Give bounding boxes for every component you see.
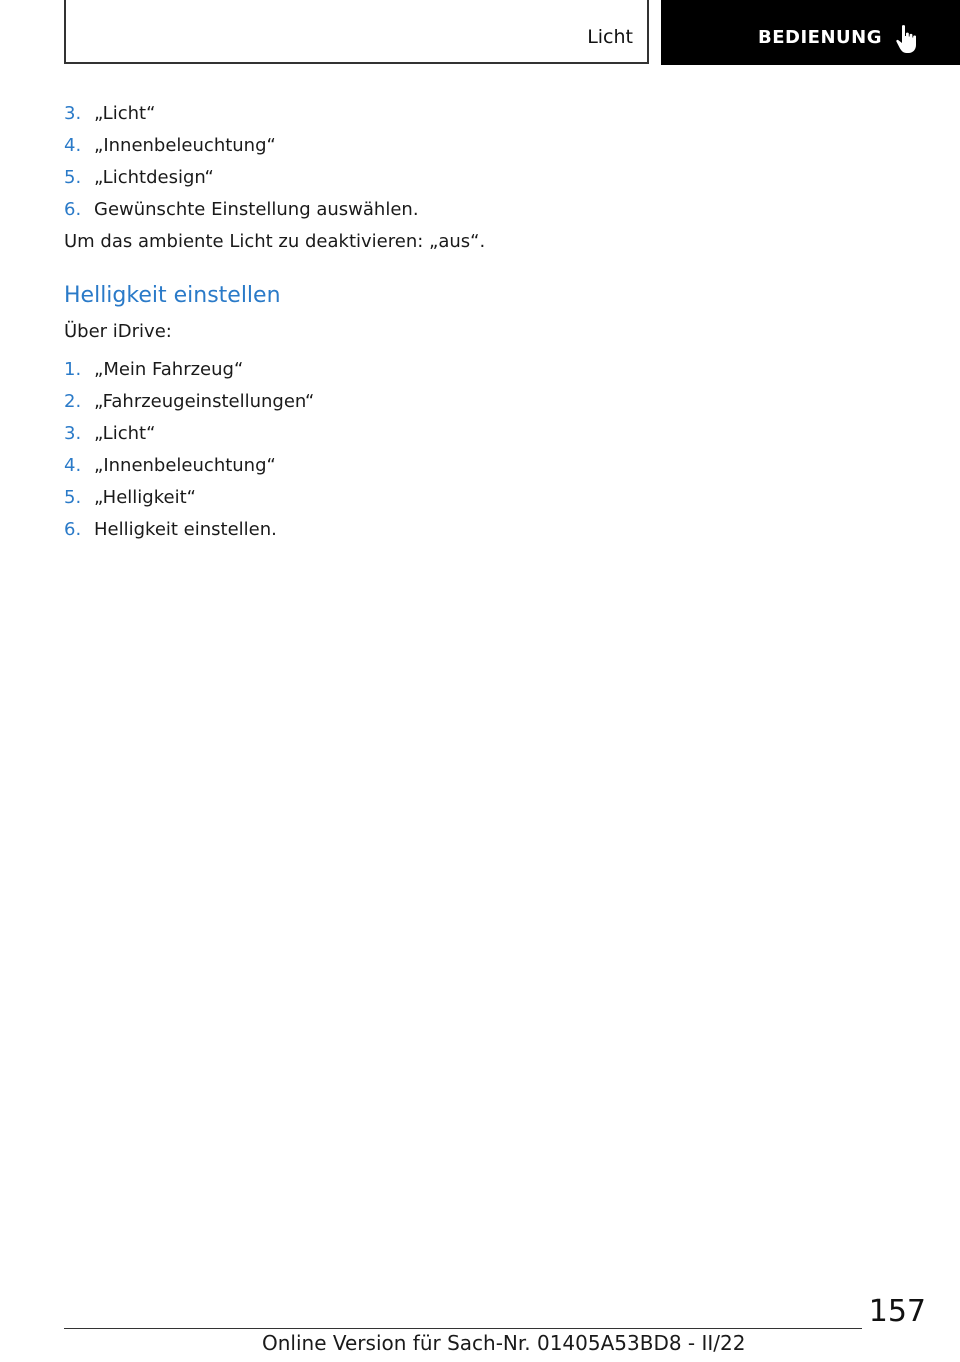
list-item (64, 194, 884, 226)
list-item (64, 98, 884, 130)
step-text: „Innenbeleuchtung“ (94, 455, 276, 476)
header-section-title: Licht (587, 26, 633, 48)
list-item (64, 482, 884, 514)
header-section-box (64, 0, 649, 64)
step-number: 5. (64, 167, 82, 188)
step-number: 2. (64, 391, 82, 412)
step-number: 4. (64, 455, 82, 476)
footer-version-text: Online Version für Sach-Nr. 01405A53BD8 - II/22 (262, 1331, 746, 1355)
list-item (64, 130, 884, 162)
step-text: Helligkeit einstellen. (94, 519, 277, 540)
list-item (64, 386, 884, 418)
header-chapter-box (661, 0, 960, 65)
step-number: 6. (64, 199, 82, 220)
footer-divider (64, 1328, 862, 1329)
section-intro: Über iDrive: (64, 321, 172, 342)
step-text: „Fahrzeugeinstellungen“ (94, 391, 315, 412)
header-chapter-title: BEDIENUNG (758, 27, 882, 48)
list-item (64, 354, 884, 386)
step-number: 6. (64, 519, 82, 540)
step-text: „Mein Fahrzeug“ (94, 359, 244, 380)
step-text: „Innenbeleuchtung“ (94, 135, 276, 156)
section-heading: Helligkeit einstellen (64, 283, 281, 308)
page-content (64, 98, 884, 546)
step-text: „Lichtdesign“ (94, 167, 214, 188)
page-number: 157 (868, 1294, 926, 1329)
list-item (64, 514, 884, 546)
step-text: „Helligkeit“ (94, 487, 196, 508)
list-item (64, 162, 884, 194)
list-item (64, 418, 884, 450)
brightness-steps-list (64, 354, 884, 546)
step-text: Gewünschte Einstellung auswählen. (94, 199, 419, 220)
step-text: „Licht“ (94, 423, 156, 444)
step-number: 3. (64, 103, 82, 124)
pointing-hand-icon (895, 24, 921, 54)
deactivate-note: Um das ambiente Licht zu deaktivieren: „aus“. (64, 231, 486, 252)
step-number: 5. (64, 487, 82, 508)
steps-continued-list (64, 98, 884, 226)
step-text: „Licht“ (94, 103, 156, 124)
step-number: 3. (64, 423, 82, 444)
step-number: 4. (64, 135, 82, 156)
list-item (64, 450, 884, 482)
step-number: 1. (64, 359, 82, 380)
